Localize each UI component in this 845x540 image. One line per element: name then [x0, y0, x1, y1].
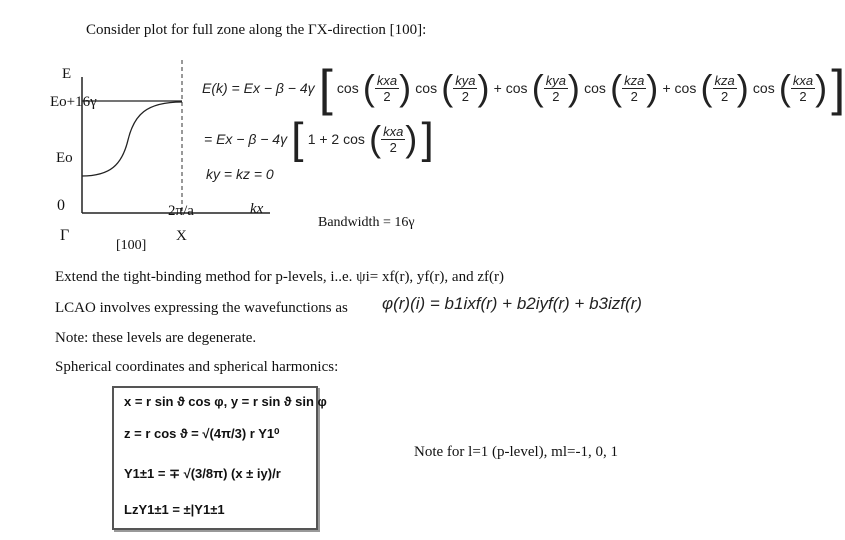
dispersion-curve	[82, 102, 182, 176]
degenerate-note: Note: these levels are degenerate.	[55, 330, 257, 346]
energy-axis-label: E	[62, 66, 72, 82]
harmonic-line-1: x = r sin ϑ cos φ, y = r sin ϑ sin φ	[124, 394, 327, 409]
level-top-label: Eo+16γ	[50, 94, 97, 110]
extend-text: Extend the tight-binding method for p-levels, i..e. ψi= xf(r), yf(r), and zf(r)	[55, 269, 504, 285]
spherical-harmonics-box	[112, 386, 327, 530]
kx-axis-label: kx	[250, 201, 264, 217]
harmonic-line-4: LzY1±1 = ±|Y1±1	[124, 502, 225, 517]
equation-lhs: E(k) = Ex − β − 4γ	[202, 80, 315, 96]
x-point-label: X	[176, 228, 187, 244]
close-bracket: ]	[831, 60, 845, 116]
origin-label: 0	[57, 197, 65, 214]
gamma-point-label: Γ	[60, 227, 70, 244]
lcao-formula: φ(r)(i) = b1ixf(r) + b2iyf(r) + b3izf(r)	[382, 294, 642, 313]
bandwidth-label: Bandwidth = 16γ	[318, 215, 415, 230]
l-note: Note for l=1 (p-level), ml=-1, 0, 1	[414, 444, 618, 460]
lcao-text: LCAO involves expressing the wavefunctions as	[55, 300, 348, 316]
k-condition: ky = kz = 0	[206, 166, 274, 182]
harmonic-line-2: z = r cos ϑ = √(4π/3) r Y1⁰	[124, 426, 280, 441]
level-bottom-label: Eo	[56, 150, 73, 166]
zone-edge-label: 2π/a	[168, 203, 194, 219]
direction-label: [100]	[116, 238, 147, 253]
simplified-equation: = Ex − β − 4γ [ 1 + 2 cos ( $\frac{\text{kxa}}{2}$ ) ]	[204, 114, 434, 163]
harmonic-line-3: Y1±1 = ∓ √(3/8π) (x ± iy)/r	[124, 466, 281, 481]
dispersion-equation: E(k) = Ex − β − 4γ [ cos ( $\frac{\text{kxa}}{2}$ ) cos ( $\frac{\text{kya}}{2}$ ) + cos ( $\frac{\text{kya}}{2}$ ) cos ( $\frac{\text{kza}}{2}$ ) + cos ( $\frac{\text{kza}}{2}$ ) cos ( $\frac{\text{kxa}}{2}$ ) ]	[202, 60, 845, 116]
open-bracket: [	[318, 60, 333, 116]
spherical-heading: Spherical coordinates and spherical harmonics:	[55, 359, 339, 375]
slide-title: Consider plot for full zone along the ΓX-direction [100]:	[86, 22, 427, 38]
